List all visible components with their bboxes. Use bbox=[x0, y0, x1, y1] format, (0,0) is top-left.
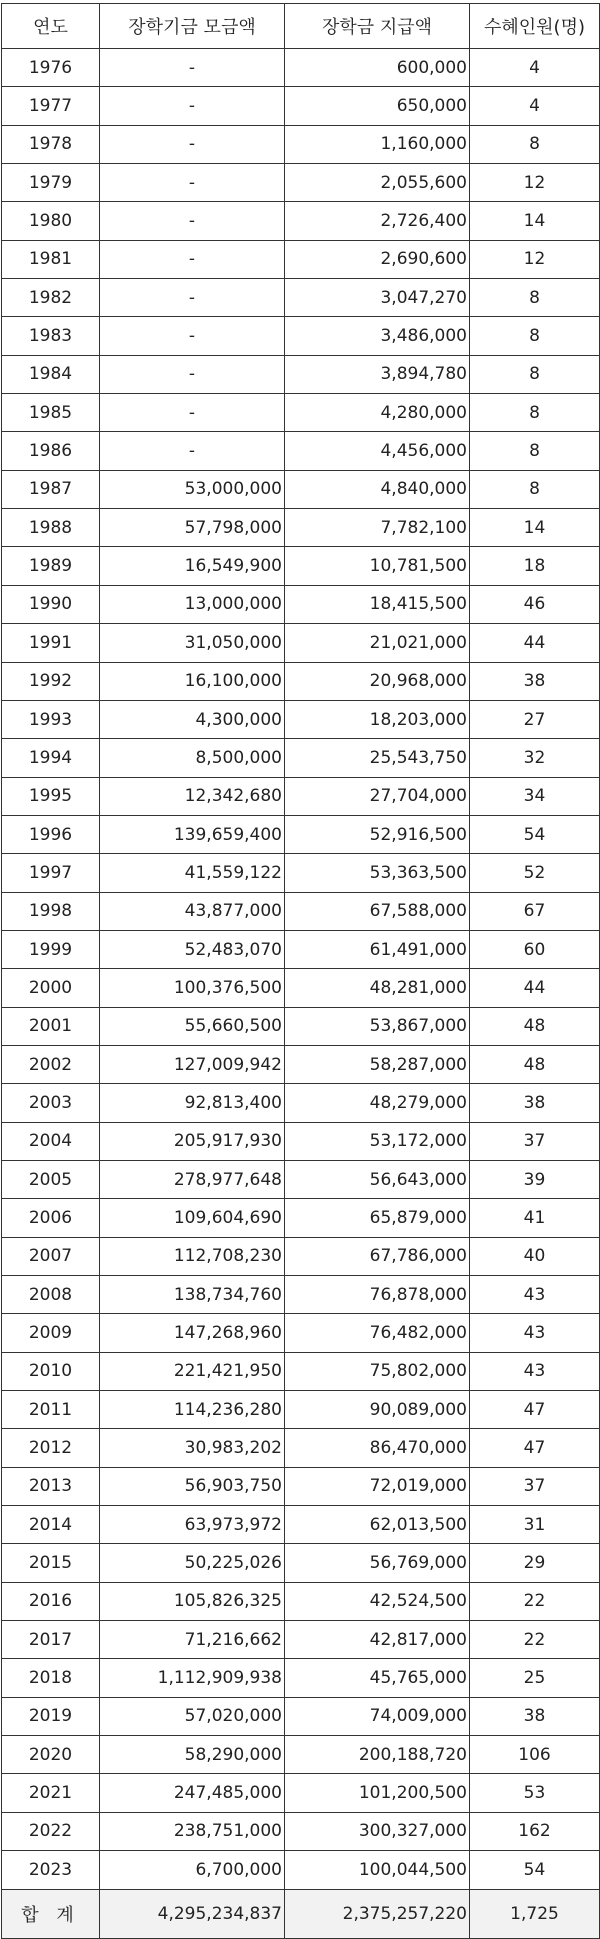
table-row bbox=[2, 240, 600, 278]
paid-cell: 76,482,000 bbox=[285, 1314, 470, 1352]
paid-cell: 650,000 bbox=[285, 87, 470, 125]
fund-cell: 105,826,325 bbox=[100, 1582, 285, 1620]
year-cell: 1977 bbox=[2, 87, 100, 125]
table-row bbox=[2, 202, 600, 240]
year-cell: 2017 bbox=[2, 1621, 100, 1659]
year-cell: 1976 bbox=[2, 49, 100, 87]
year-cell: 1987 bbox=[2, 470, 100, 508]
table-body bbox=[2, 49, 600, 1890]
fund-cell: 238,751,000 bbox=[100, 1812, 285, 1850]
fund-cell: 30,983,202 bbox=[100, 1429, 285, 1467]
table-row bbox=[2, 1199, 600, 1237]
recipients-cell: 8 bbox=[470, 317, 600, 355]
table-row bbox=[2, 739, 600, 777]
recipients-cell: 18 bbox=[470, 547, 600, 585]
fund-cell: - bbox=[100, 125, 285, 163]
recipients-cell: 48 bbox=[470, 1007, 600, 1045]
year-cell: 1994 bbox=[2, 739, 100, 777]
fund-cell: 53,000,000 bbox=[100, 470, 285, 508]
table-row bbox=[2, 1352, 600, 1390]
recipients-cell: 8 bbox=[470, 125, 600, 163]
recipients-cell: 27 bbox=[470, 700, 600, 738]
fund-cell: 112,708,230 bbox=[100, 1237, 285, 1275]
fund-cell: 56,903,750 bbox=[100, 1467, 285, 1505]
year-cell: 1985 bbox=[2, 394, 100, 432]
year-cell: 2021 bbox=[2, 1774, 100, 1812]
paid-cell: 62,013,500 bbox=[285, 1506, 470, 1544]
paid-cell: 4,840,000 bbox=[285, 470, 470, 508]
table-row bbox=[2, 1084, 600, 1122]
table-row bbox=[2, 125, 600, 163]
recipients-cell: 46 bbox=[470, 585, 600, 623]
column-header-paid: 장학금 지급액 bbox=[285, 4, 470, 49]
year-cell: 1997 bbox=[2, 854, 100, 892]
table-row bbox=[2, 1582, 600, 1620]
paid-cell: 100,044,500 bbox=[285, 1851, 470, 1889]
year-cell: 1995 bbox=[2, 777, 100, 815]
paid-cell: 10,781,500 bbox=[285, 547, 470, 585]
fund-cell: 57,798,000 bbox=[100, 509, 285, 547]
recipients-cell: 48 bbox=[470, 1045, 600, 1083]
recipients-cell: 31 bbox=[470, 1506, 600, 1544]
fund-cell: 50,225,026 bbox=[100, 1544, 285, 1582]
fund-cell: - bbox=[100, 87, 285, 125]
table-row bbox=[2, 1812, 600, 1850]
paid-cell: 42,524,500 bbox=[285, 1582, 470, 1620]
paid-cell: 18,415,500 bbox=[285, 585, 470, 623]
table-row bbox=[2, 1467, 600, 1505]
table-row bbox=[2, 1659, 600, 1697]
recipients-cell: 25 bbox=[470, 1659, 600, 1697]
total-label: 합 계 bbox=[2, 1889, 100, 1938]
recipients-cell: 37 bbox=[470, 1467, 600, 1505]
table-row bbox=[2, 854, 600, 892]
fund-cell: 114,236,280 bbox=[100, 1391, 285, 1429]
fund-cell: 41,559,122 bbox=[100, 854, 285, 892]
fund-cell: - bbox=[100, 279, 285, 317]
column-header-fund: 장학기금 모금액 bbox=[100, 4, 285, 49]
fund-cell: 4,300,000 bbox=[100, 700, 285, 738]
fund-cell: 43,877,000 bbox=[100, 892, 285, 930]
recipients-cell: 8 bbox=[470, 432, 600, 470]
paid-cell: 3,486,000 bbox=[285, 317, 470, 355]
year-cell: 1984 bbox=[2, 355, 100, 393]
fund-cell: 109,604,690 bbox=[100, 1199, 285, 1237]
paid-cell: 48,279,000 bbox=[285, 1084, 470, 1122]
table-row bbox=[2, 509, 600, 547]
table-row bbox=[2, 585, 600, 623]
recipients-cell: 12 bbox=[470, 164, 600, 202]
table-row bbox=[2, 1276, 600, 1314]
table-row bbox=[2, 1851, 600, 1889]
paid-cell: 53,867,000 bbox=[285, 1007, 470, 1045]
fund-cell: 92,813,400 bbox=[100, 1084, 285, 1122]
table-row bbox=[2, 1314, 600, 1352]
paid-cell: 75,802,000 bbox=[285, 1352, 470, 1390]
table-row bbox=[2, 777, 600, 815]
paid-cell: 58,287,000 bbox=[285, 1045, 470, 1083]
paid-cell: 4,280,000 bbox=[285, 394, 470, 432]
fund-cell: 221,421,950 bbox=[100, 1352, 285, 1390]
table-row bbox=[2, 1045, 600, 1083]
fund-cell: - bbox=[100, 49, 285, 87]
recipients-cell: 38 bbox=[470, 1084, 600, 1122]
column-header-recipients: 수혜인원(명) bbox=[470, 4, 600, 49]
recipients-cell: 8 bbox=[470, 355, 600, 393]
total-paid: 2,375,257,220 bbox=[285, 1889, 470, 1938]
year-cell: 2014 bbox=[2, 1506, 100, 1544]
fund-cell: 8,500,000 bbox=[100, 739, 285, 777]
fund-cell: 55,660,500 bbox=[100, 1007, 285, 1045]
fund-cell: - bbox=[100, 202, 285, 240]
year-cell: 1986 bbox=[2, 432, 100, 470]
table-row bbox=[2, 1391, 600, 1429]
recipients-cell: 38 bbox=[470, 1697, 600, 1735]
recipients-cell: 14 bbox=[470, 509, 600, 547]
recipients-cell: 60 bbox=[470, 930, 600, 968]
fund-cell: - bbox=[100, 394, 285, 432]
year-cell: 1982 bbox=[2, 279, 100, 317]
recipients-cell: 106 bbox=[470, 1736, 600, 1774]
recipients-cell: 34 bbox=[470, 777, 600, 815]
fund-cell: 6,700,000 bbox=[100, 1851, 285, 1889]
year-cell: 1996 bbox=[2, 815, 100, 853]
table-row bbox=[2, 624, 600, 662]
column-header-year: 연도 bbox=[2, 4, 100, 49]
recipients-cell: 22 bbox=[470, 1582, 600, 1620]
fund-cell: 127,009,942 bbox=[100, 1045, 285, 1083]
table-header-row bbox=[2, 4, 600, 49]
table-row bbox=[2, 930, 600, 968]
recipients-cell: 37 bbox=[470, 1122, 600, 1160]
fund-cell: - bbox=[100, 355, 285, 393]
year-cell: 1998 bbox=[2, 892, 100, 930]
year-cell: 2001 bbox=[2, 1007, 100, 1045]
paid-cell: 90,089,000 bbox=[285, 1391, 470, 1429]
recipients-cell: 8 bbox=[470, 470, 600, 508]
total-recipients: 1,725 bbox=[470, 1889, 600, 1938]
paid-cell: 2,690,600 bbox=[285, 240, 470, 278]
total-fund: 4,295,234,837 bbox=[100, 1889, 285, 1938]
paid-cell: 86,470,000 bbox=[285, 1429, 470, 1467]
table-row bbox=[2, 470, 600, 508]
table-row bbox=[2, 1544, 600, 1582]
recipients-cell: 43 bbox=[470, 1352, 600, 1390]
fund-cell: 31,050,000 bbox=[100, 624, 285, 662]
fund-cell: - bbox=[100, 317, 285, 355]
year-cell: 2022 bbox=[2, 1812, 100, 1850]
paid-cell: 3,047,270 bbox=[285, 279, 470, 317]
year-cell: 1988 bbox=[2, 509, 100, 547]
year-cell: 1989 bbox=[2, 547, 100, 585]
table-row bbox=[2, 662, 600, 700]
recipients-cell: 44 bbox=[470, 969, 600, 1007]
year-cell: 1993 bbox=[2, 700, 100, 738]
fund-cell: 278,977,648 bbox=[100, 1160, 285, 1198]
table-row bbox=[2, 1774, 600, 1812]
fund-cell: 63,973,972 bbox=[100, 1506, 285, 1544]
year-cell: 1990 bbox=[2, 585, 100, 623]
year-cell: 2002 bbox=[2, 1045, 100, 1083]
fund-cell: 139,659,400 bbox=[100, 815, 285, 853]
paid-cell: 67,786,000 bbox=[285, 1237, 470, 1275]
recipients-cell: 32 bbox=[470, 739, 600, 777]
table-row bbox=[2, 394, 600, 432]
paid-cell: 74,009,000 bbox=[285, 1697, 470, 1735]
fund-cell: 138,734,760 bbox=[100, 1276, 285, 1314]
table-row bbox=[2, 547, 600, 585]
table-row bbox=[2, 317, 600, 355]
table-row bbox=[2, 279, 600, 317]
year-cell: 2020 bbox=[2, 1736, 100, 1774]
fund-cell: 58,290,000 bbox=[100, 1736, 285, 1774]
paid-cell: 65,879,000 bbox=[285, 1199, 470, 1237]
recipients-cell: 39 bbox=[470, 1160, 600, 1198]
paid-cell: 4,456,000 bbox=[285, 432, 470, 470]
recipients-cell: 4 bbox=[470, 49, 600, 87]
fund-cell: 100,376,500 bbox=[100, 969, 285, 1007]
year-cell: 2000 bbox=[2, 969, 100, 1007]
paid-cell: 72,019,000 bbox=[285, 1467, 470, 1505]
recipients-cell: 22 bbox=[470, 1621, 600, 1659]
paid-cell: 2,726,400 bbox=[285, 202, 470, 240]
year-cell: 2015 bbox=[2, 1544, 100, 1582]
fund-cell: 1,112,909,938 bbox=[100, 1659, 285, 1697]
year-cell: 2008 bbox=[2, 1276, 100, 1314]
year-cell: 2006 bbox=[2, 1199, 100, 1237]
recipients-cell: 4 bbox=[470, 87, 600, 125]
paid-cell: 21,021,000 bbox=[285, 624, 470, 662]
year-cell: 1992 bbox=[2, 662, 100, 700]
recipients-cell: 47 bbox=[470, 1429, 600, 1467]
year-cell: 2007 bbox=[2, 1237, 100, 1275]
paid-cell: 2,055,600 bbox=[285, 164, 470, 202]
paid-cell: 53,172,000 bbox=[285, 1122, 470, 1160]
year-cell: 2005 bbox=[2, 1160, 100, 1198]
fund-cell: 52,483,070 bbox=[100, 930, 285, 968]
recipients-cell: 53 bbox=[470, 1774, 600, 1812]
year-cell: 2023 bbox=[2, 1851, 100, 1889]
table-row bbox=[2, 1429, 600, 1467]
year-cell: 1979 bbox=[2, 164, 100, 202]
table-row bbox=[2, 1237, 600, 1275]
fund-cell: 71,216,662 bbox=[100, 1621, 285, 1659]
fund-cell: 205,917,930 bbox=[100, 1122, 285, 1160]
year-cell: 2004 bbox=[2, 1122, 100, 1160]
recipients-cell: 54 bbox=[470, 1851, 600, 1889]
year-cell: 1983 bbox=[2, 317, 100, 355]
recipients-cell: 8 bbox=[470, 394, 600, 432]
table-row bbox=[2, 1122, 600, 1160]
paid-cell: 3,894,780 bbox=[285, 355, 470, 393]
year-cell: 2010 bbox=[2, 1352, 100, 1390]
table-row bbox=[2, 700, 600, 738]
paid-cell: 300,327,000 bbox=[285, 1812, 470, 1850]
year-cell: 1978 bbox=[2, 125, 100, 163]
table-row bbox=[2, 164, 600, 202]
year-cell: 2018 bbox=[2, 1659, 100, 1697]
paid-cell: 61,491,000 bbox=[285, 930, 470, 968]
recipients-cell: 41 bbox=[470, 1199, 600, 1237]
table-row bbox=[2, 355, 600, 393]
year-cell: 2003 bbox=[2, 1084, 100, 1122]
paid-cell: 200,188,720 bbox=[285, 1736, 470, 1774]
paid-cell: 1,160,000 bbox=[285, 125, 470, 163]
paid-cell: 27,704,000 bbox=[285, 777, 470, 815]
fund-cell: - bbox=[100, 164, 285, 202]
year-cell: 2013 bbox=[2, 1467, 100, 1505]
year-cell: 2009 bbox=[2, 1314, 100, 1352]
paid-cell: 20,968,000 bbox=[285, 662, 470, 700]
table-row bbox=[2, 1160, 600, 1198]
recipients-cell: 52 bbox=[470, 854, 600, 892]
paid-cell: 7,782,100 bbox=[285, 509, 470, 547]
table-row bbox=[2, 1697, 600, 1735]
year-cell: 2012 bbox=[2, 1429, 100, 1467]
fund-cell: - bbox=[100, 240, 285, 278]
table-row bbox=[2, 815, 600, 853]
paid-cell: 25,543,750 bbox=[285, 739, 470, 777]
fund-cell: 57,020,000 bbox=[100, 1697, 285, 1735]
paid-cell: 56,643,000 bbox=[285, 1160, 470, 1198]
paid-cell: 52,916,500 bbox=[285, 815, 470, 853]
paid-cell: 67,588,000 bbox=[285, 892, 470, 930]
table-row bbox=[2, 1007, 600, 1045]
recipients-cell: 29 bbox=[470, 1544, 600, 1582]
table-row bbox=[2, 432, 600, 470]
paid-cell: 53,363,500 bbox=[285, 854, 470, 892]
table-row bbox=[2, 1736, 600, 1774]
recipients-cell: 162 bbox=[470, 1812, 600, 1850]
paid-cell: 56,769,000 bbox=[285, 1544, 470, 1582]
fund-cell: 16,100,000 bbox=[100, 662, 285, 700]
recipients-cell: 67 bbox=[470, 892, 600, 930]
recipients-cell: 38 bbox=[470, 662, 600, 700]
paid-cell: 42,817,000 bbox=[285, 1621, 470, 1659]
recipients-cell: 12 bbox=[470, 240, 600, 278]
year-cell: 2019 bbox=[2, 1697, 100, 1735]
recipients-cell: 8 bbox=[470, 279, 600, 317]
paid-cell: 76,878,000 bbox=[285, 1276, 470, 1314]
total-row bbox=[2, 1889, 600, 1938]
table-row bbox=[2, 1506, 600, 1544]
year-cell: 1980 bbox=[2, 202, 100, 240]
fund-cell: 147,268,960 bbox=[100, 1314, 285, 1352]
recipients-cell: 54 bbox=[470, 815, 600, 853]
paid-cell: 18,203,000 bbox=[285, 700, 470, 738]
fund-cell: 13,000,000 bbox=[100, 585, 285, 623]
year-cell: 1981 bbox=[2, 240, 100, 278]
recipients-cell: 14 bbox=[470, 202, 600, 240]
paid-cell: 48,281,000 bbox=[285, 969, 470, 1007]
recipients-cell: 43 bbox=[470, 1314, 600, 1352]
recipients-cell: 43 bbox=[470, 1276, 600, 1314]
table-row bbox=[2, 49, 600, 87]
recipients-cell: 47 bbox=[470, 1391, 600, 1429]
scholarship-table bbox=[1, 3, 600, 1939]
fund-cell: 12,342,680 bbox=[100, 777, 285, 815]
year-cell: 2016 bbox=[2, 1582, 100, 1620]
table-row bbox=[2, 892, 600, 930]
year-cell: 1991 bbox=[2, 624, 100, 662]
table-row bbox=[2, 969, 600, 1007]
paid-cell: 45,765,000 bbox=[285, 1659, 470, 1697]
table-row bbox=[2, 1621, 600, 1659]
year-cell: 1999 bbox=[2, 930, 100, 968]
fund-cell: - bbox=[100, 432, 285, 470]
fund-cell: 16,549,900 bbox=[100, 547, 285, 585]
recipients-cell: 44 bbox=[470, 624, 600, 662]
year-cell: 2011 bbox=[2, 1391, 100, 1429]
table-row bbox=[2, 87, 600, 125]
recipients-cell: 40 bbox=[470, 1237, 600, 1275]
paid-cell: 600,000 bbox=[285, 49, 470, 87]
fund-cell: 247,485,000 bbox=[100, 1774, 285, 1812]
paid-cell: 101,200,500 bbox=[285, 1774, 470, 1812]
